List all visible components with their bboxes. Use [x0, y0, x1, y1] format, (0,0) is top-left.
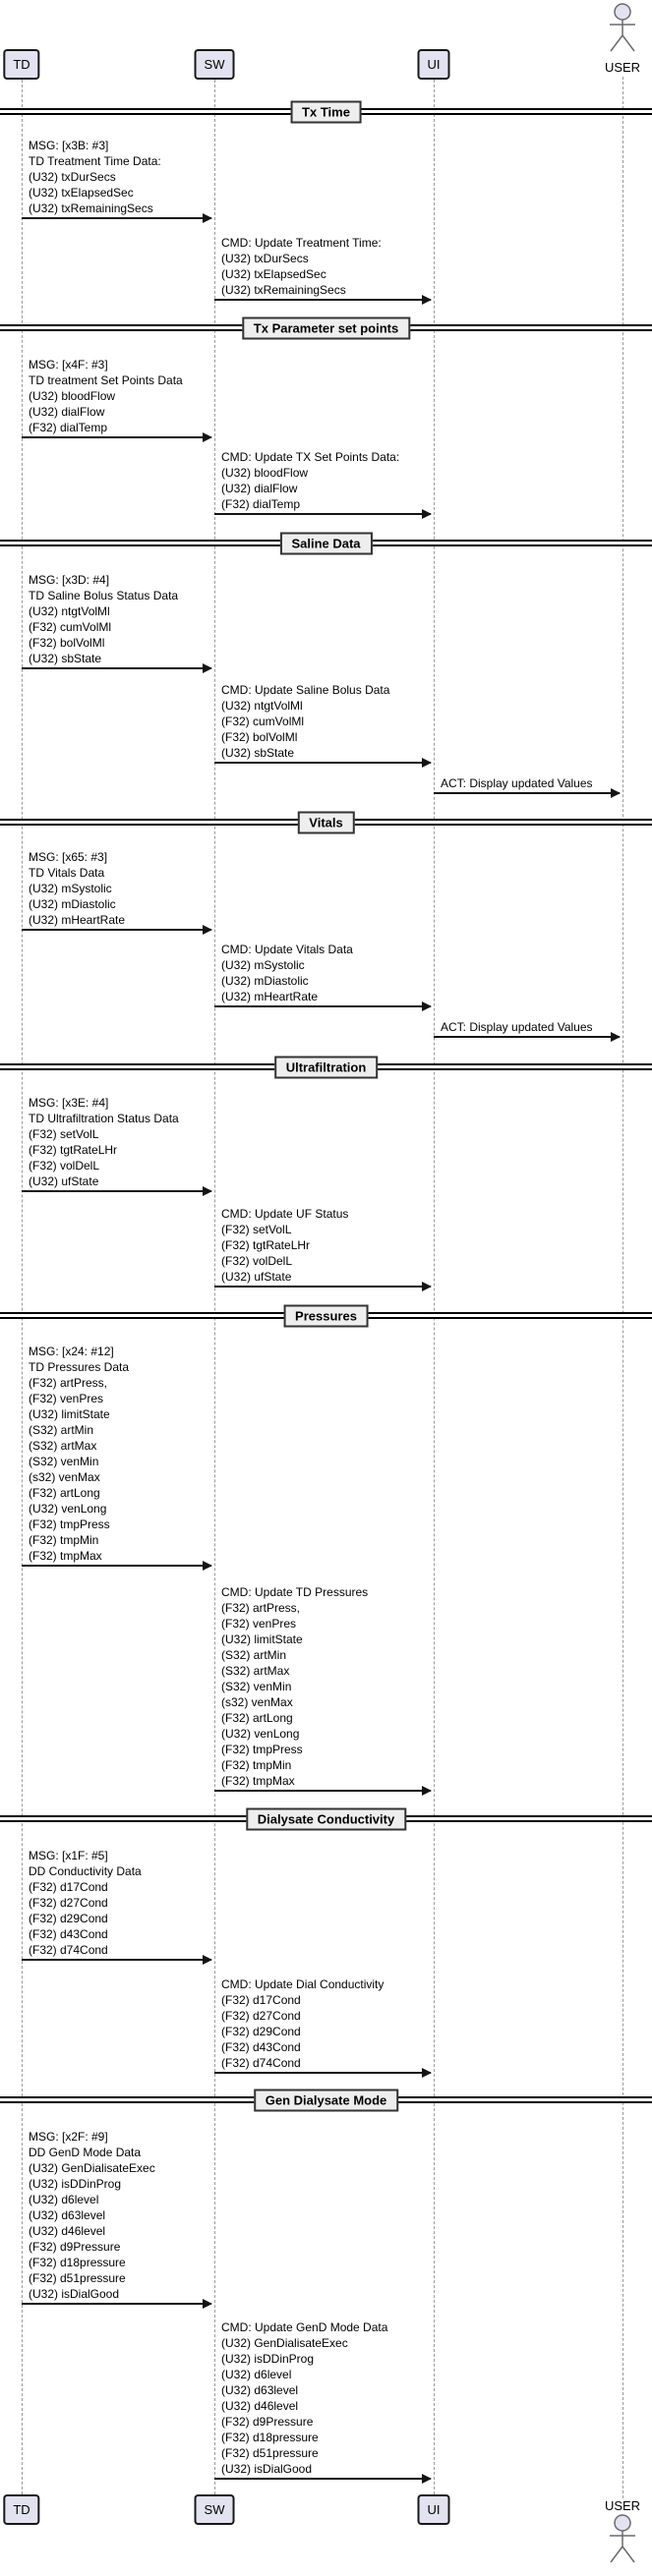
message-line: (U32) limitState [221, 1632, 303, 1646]
message-line: (U32) d63level [221, 2383, 299, 2397]
message-text [221, 682, 389, 761]
message-line: (U32) d63level [29, 2208, 106, 2222]
message-line: MSG: [x24: #12] [29, 1345, 114, 1358]
message-line: (U32) d6level [29, 2193, 99, 2206]
message-line: (F32) tmpMin [29, 1533, 99, 1547]
participant-UI-bottom-box: UI [418, 2494, 450, 2525]
section-divider [0, 536, 652, 550]
arrowhead-icon [422, 509, 432, 519]
message-line: ACT: Display updated Values [441, 1020, 593, 1034]
message-line: CMD: Update TX Set Points Data: [221, 450, 400, 464]
participant-TD-top-box: TD [3, 49, 39, 80]
message-line: (F32) d43Cond [221, 2040, 301, 2054]
lifeline-UI [434, 80, 435, 2494]
message-text [221, 235, 382, 298]
section-divider [0, 320, 652, 335]
message-line: (U32) GenDialisateExec [221, 2336, 348, 2350]
participant-TD-bottom-box: TD [3, 2494, 39, 2525]
message-line: CMD: Update Saline Bolus Data [221, 683, 390, 697]
arrowhead-icon [422, 295, 432, 305]
user-actor-icon [606, 2514, 639, 2570]
message-line: (U32) mHeartRate [29, 913, 126, 927]
message-line: (F32) bolVolMl [29, 636, 105, 650]
message-line: (s32) venMax [29, 1470, 100, 1484]
message-arrow [22, 1190, 211, 1192]
message-line: CMD: Update GenD Mode Data [221, 2320, 388, 2334]
message-arrow [214, 1005, 431, 1007]
divider-title: Pressures [283, 1304, 369, 1327]
arrowhead-icon [611, 1032, 621, 1042]
message-line: (F32) d17Cond [29, 1880, 108, 1894]
message-line: (F32) setVolL [29, 1127, 99, 1141]
message-line: (F32) artPress, [221, 1601, 301, 1615]
message-line: (F32) d74Cond [221, 2056, 301, 2070]
message-arrow [214, 2478, 431, 2480]
message-line: TD Saline Bolus Status Data [29, 589, 179, 602]
message-line: (F32) volDelL [29, 1159, 100, 1173]
divider-title: Vitals [297, 811, 354, 833]
section-divider [0, 815, 652, 830]
divider-title: Tx Time [290, 100, 362, 123]
message-arrow [22, 217, 211, 219]
message-arrow [214, 762, 431, 764]
message-line: (U32) bloodFlow [29, 389, 116, 403]
message-text [29, 849, 125, 928]
message-text [221, 1206, 348, 1285]
message-line: (F32) d51pressure [221, 2446, 319, 2460]
message-arrow [214, 1286, 431, 1288]
message-line: (U32) ufState [29, 1174, 99, 1188]
arrowhead-icon [203, 213, 212, 223]
message-arrow [22, 436, 211, 438]
message-line: (U32) isDialGood [29, 2287, 120, 2301]
message-line: TD treatment Set Points Data [29, 373, 183, 387]
message-line: (U32) d46level [29, 2224, 106, 2238]
message-line: (F32) d51pressure [29, 2271, 126, 2285]
message-line: (U32) sbState [221, 746, 295, 760]
message-line: (U32) sbState [29, 652, 102, 665]
message-text [29, 1095, 179, 1189]
message-arrow [214, 299, 431, 301]
arrowhead-icon [203, 925, 212, 935]
message-arrow [214, 1790, 431, 1792]
message-line: (U32) txDurSecs [29, 170, 116, 184]
message-arrow [434, 1036, 620, 1038]
message-text [221, 1976, 384, 2071]
participant-SW-top-box: SW [195, 49, 235, 80]
message-arrow [22, 929, 211, 931]
message-line: (U32) GenDialisateExec [29, 2161, 155, 2175]
message-line: CMD: Update Vitals Data [221, 943, 353, 956]
message-line: (S32) venMin [221, 1680, 292, 1693]
message-text [221, 449, 399, 512]
message-line: (U32) bloodFlow [221, 466, 309, 480]
message-line: (F32) artLong [29, 1486, 100, 1500]
message-line: MSG: [x4F: #3] [29, 358, 108, 372]
message-text [29, 2129, 155, 2302]
message-line: (U32) mDiastolic [29, 897, 116, 911]
section-divider [0, 1811, 652, 1826]
message-line: (s32) venMax [221, 1695, 293, 1709]
section-divider [0, 2092, 652, 2107]
message-text [441, 1019, 593, 1035]
message-line: MSG: [x3B: #3] [29, 139, 109, 152]
message-line: (F32) artPress, [29, 1376, 108, 1390]
message-text [221, 1584, 368, 1789]
message-line: (F32) venPres [29, 1392, 104, 1405]
arrowhead-icon [203, 1561, 212, 1571]
message-line: (F32) dialTemp [29, 421, 108, 434]
arrowhead-icon [203, 2299, 212, 2309]
message-arrow [22, 1959, 211, 1961]
message-text [29, 357, 183, 435]
arrowhead-icon [422, 2474, 432, 2484]
message-line: (U32) txElapsedSec [221, 267, 326, 281]
message-line: (F32) d27Cond [29, 1896, 108, 1910]
message-line: (U32) isDDinProg [221, 2352, 315, 2366]
user-actor-icon [606, 3, 639, 59]
arrowhead-icon [203, 1186, 212, 1196]
message-arrow [22, 2303, 211, 2305]
message-line: (F32) tgtRateLHr [221, 1238, 311, 1252]
message-line: (U32) ntgtVolMl [29, 604, 110, 618]
message-line: (U32) ntgtVolMl [221, 699, 303, 713]
participant-USER-bottom-label: USER [604, 2498, 641, 2513]
divider-title: Tx Parameter set points [242, 316, 410, 339]
lifeline-USER [622, 77, 623, 2498]
message-arrow [434, 792, 620, 794]
message-line: (F32) d43Cond [29, 1927, 108, 1941]
message-text [29, 1344, 129, 1564]
message-line: CMD: Update TD Pressures [221, 1585, 369, 1599]
message-line: (U32) venLong [29, 1502, 107, 1516]
message-line: (S32) artMax [29, 1439, 97, 1453]
message-line: TD Pressures Data [29, 1360, 130, 1374]
arrowhead-icon [203, 663, 212, 673]
message-line: TD Ultrafiltration Status Data [29, 1112, 179, 1125]
message-line: (U32) txRemainingSecs [29, 201, 153, 215]
message-line: (F32) tmpPress [29, 1517, 110, 1531]
message-line: (U32) d46level [221, 2399, 299, 2413]
message-line: (F32) tmpMin [221, 1758, 292, 1772]
message-line: TD Vitals Data [29, 866, 105, 880]
message-line: (S32) artMin [221, 1648, 287, 1662]
message-line: (U32) d6level [221, 2368, 292, 2381]
message-line: (S32) venMin [29, 1455, 99, 1468]
arrowhead-icon [422, 1002, 432, 1011]
message-line: (F32) tmpMax [221, 1774, 295, 1788]
message-line: (U32) dialFlow [29, 405, 105, 419]
message-line: (F32) tmpMax [29, 1549, 102, 1563]
message-line: MSG: [x3E: #4] [29, 1096, 109, 1110]
message-line: MSG: [x1F: #5] [29, 1849, 108, 1862]
message-line: (F32) d9Pressure [29, 2240, 121, 2254]
message-line: (F32) d74Cond [29, 1943, 108, 1957]
arrowhead-icon [203, 432, 212, 442]
message-text [221, 2319, 387, 2477]
message-arrow [22, 1565, 211, 1567]
divider-title: Saline Data [279, 532, 372, 554]
message-line: (U32) mSystolic [221, 958, 305, 972]
message-line: (F32) bolVolMl [221, 730, 298, 744]
message-line: (U32) limitState [29, 1407, 110, 1421]
message-line: (U32) txElapsedSec [29, 186, 134, 200]
message-text [29, 572, 178, 666]
message-line: (F32) d18pressure [29, 2256, 126, 2269]
message-line: (F32) d17Cond [221, 1993, 301, 2007]
message-text [29, 1848, 142, 1958]
section-divider [0, 1308, 652, 1323]
divider-title: Gen Dialysate Mode [254, 2089, 399, 2111]
message-line: (F32) cumVolMl [29, 620, 112, 634]
message-line: (U32) ufState [221, 1270, 292, 1284]
arrowhead-icon [203, 1955, 212, 1965]
arrowhead-icon [611, 788, 621, 798]
message-line: (S32) artMax [221, 1664, 290, 1678]
message-line: (U32) venLong [221, 1727, 300, 1741]
arrowhead-icon [422, 2068, 432, 2078]
participant-SW-bottom-box: SW [195, 2494, 235, 2525]
message-line: (S32) artMin [29, 1423, 94, 1437]
section-divider [0, 104, 652, 119]
divider-title: Dialysate Conductivity [246, 1807, 406, 1830]
message-line: (F32) artLong [221, 1711, 293, 1725]
message-line: CMD: Update Treatment Time: [221, 236, 382, 250]
message-text [29, 138, 161, 216]
message-line: MSG: [x65: #3] [29, 850, 108, 864]
message-line: (F32) d29Cond [29, 1912, 108, 1925]
divider-title: Ultrafiltration [274, 1056, 379, 1078]
message-line: (F32) dialTemp [221, 497, 301, 511]
message-line: (U32) mDiastolic [221, 974, 309, 988]
message-line: (F32) d27Cond [221, 2009, 301, 2023]
message-arrow [22, 667, 211, 669]
message-line: CMD: Update Dial Conductivity [221, 1977, 385, 1991]
section-divider [0, 1059, 652, 1074]
message-line: TD Treatment Time Data: [29, 154, 161, 168]
message-text [221, 942, 353, 1004]
message-text [441, 775, 593, 791]
message-line: CMD: Update UF Status [221, 1207, 349, 1221]
message-line: (F32) setVolL [221, 1223, 292, 1236]
message-line: (F32) cumVolMl [221, 715, 305, 728]
message-line: (U32) txDurSecs [221, 252, 309, 265]
message-line: (U32) mHeartRate [221, 990, 319, 1003]
lifeline-TD [22, 80, 23, 2494]
message-line: (U32) mSystolic [29, 882, 112, 895]
participant-USER-top-label: USER [604, 60, 641, 75]
message-arrow [214, 2072, 431, 2074]
message-line: (F32) tmpPress [221, 1743, 303, 1756]
message-arrow [214, 513, 431, 515]
message-line: (U32) txRemainingSecs [221, 283, 346, 297]
message-line: (F32) volDelL [221, 1254, 293, 1268]
arrowhead-icon [422, 758, 432, 768]
message-line: (F32) venPres [221, 1617, 297, 1631]
message-line: (F32) tgtRateLHr [29, 1143, 118, 1157]
message-line: (U32) isDialGood [221, 2462, 313, 2476]
participant-UI-top-box: UI [418, 49, 450, 80]
message-line: (U32) dialFlow [221, 482, 298, 495]
message-line: DD GenD Mode Data [29, 2146, 142, 2159]
message-line: ACT: Display updated Values [441, 776, 593, 790]
message-line: (F32) d29Cond [221, 2025, 301, 2038]
message-line: DD Conductivity Data [29, 1864, 142, 1878]
message-line: MSG: [x2F: #9] [29, 2130, 108, 2144]
message-line: (F32) d9Pressure [221, 2415, 314, 2429]
arrowhead-icon [422, 1282, 432, 1291]
message-line: MSG: [x3D: #4] [29, 573, 110, 587]
message-line: (U32) isDDinProg [29, 2177, 122, 2191]
arrowhead-icon [422, 1786, 432, 1796]
message-line: (F32) d18pressure [221, 2431, 319, 2444]
